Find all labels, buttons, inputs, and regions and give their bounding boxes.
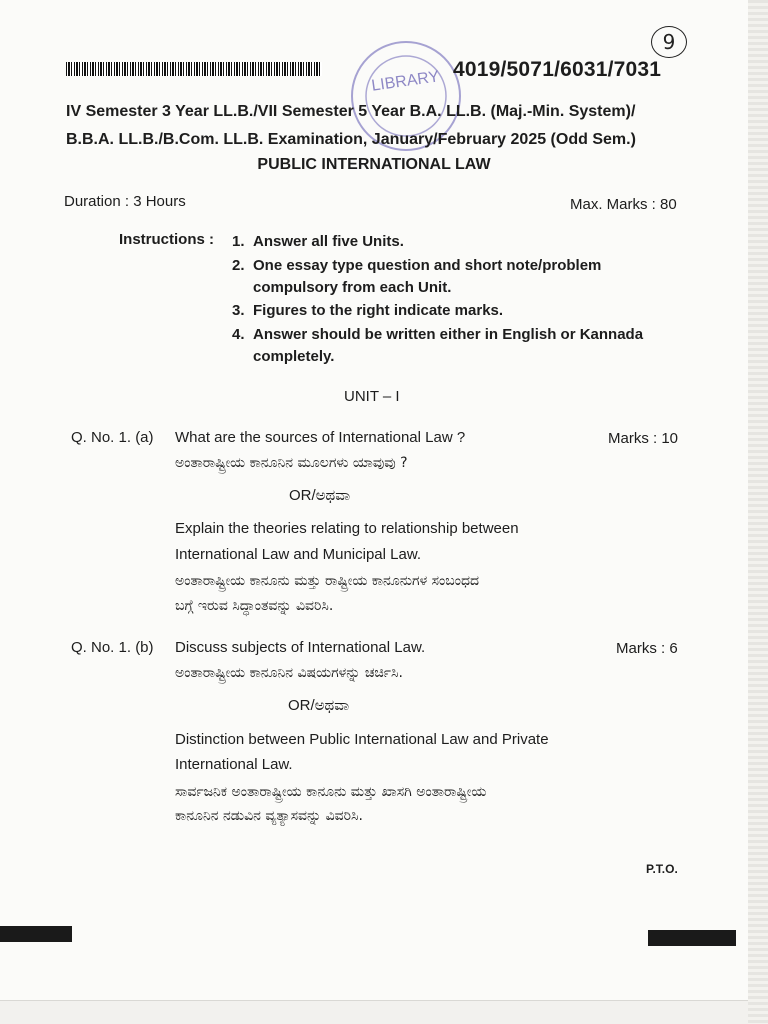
q1a-alt-kannada-2: ಬಗ್ಗೆ ಇರುವ ಸಿದ್ಧಾಂತವನ್ನು ವಿವರಿಸಿ. (175, 598, 334, 614)
duration: Duration : 3 Hours (64, 193, 186, 210)
instruction-4-text: Answer should be written either in English or Kannada (253, 326, 644, 343)
scanner-edge (748, 0, 768, 1024)
subject-title: PUBLIC INTERNATIONAL LAW (257, 156, 491, 173)
q1b-question: Discuss subjects of International Law. (175, 639, 426, 656)
q1b-kannada: ಅಂತಾರಾಷ್ಟ್ರೀಯ ಕಾನೂನಿನ ವಿಷಯಗಳನ್ನು ಚರ್ಚಿಸಿ. (175, 665, 403, 681)
registration-mark-right (648, 930, 736, 946)
q1a-or: OR/ಅಥವಾ (289, 487, 351, 504)
q1a-marks: Marks : 10 (608, 430, 679, 447)
instruction-3-num: 3. (232, 302, 245, 319)
instruction-2-num: 2. (232, 257, 245, 274)
max-marks: Max. Marks : 80 (570, 196, 677, 213)
instruction-4-num: 4. (232, 326, 245, 343)
registration-mark-left (0, 926, 72, 942)
exam-header-line-1: IV Semester 3 Year LL.B./VII Semester 5 Year B.A. LL.B. (Maj.-Min. System)/ (66, 103, 636, 120)
q1b-marks: Marks : 6 (616, 640, 678, 657)
paper-code: 4019/5071/6031/7031 (453, 58, 662, 81)
pto-label: P.T.O. (646, 862, 678, 876)
q1b-alt-line-1: Distinction between Public International Law and Private (175, 731, 549, 748)
instructions-label: Instructions : (119, 231, 215, 248)
page-number-circle: 9 (651, 26, 687, 58)
instruction-2-text-cont: compulsory from each Unit. (253, 279, 452, 296)
q1b-label: Q. No. 1. (b) (71, 639, 154, 656)
unit-title: UNIT – I (344, 388, 400, 405)
q1b-or: OR/ಅಥವಾ (288, 697, 350, 714)
q1a-question: What are the sources of International Law ? (175, 429, 466, 446)
q1a-label: Q. No. 1. (a) (71, 429, 154, 446)
barcode (66, 62, 322, 76)
q1a-kannada: ಅಂತಾರಾಷ್ಟ್ರೀಯ ಕಾನೂನಿನ ಮೂಲಗಳು ಯಾವುವು ? (175, 455, 408, 471)
q1b-alt-kannada-2: ಕಾನೂನಿನ ನಡುವಿನ ವ್ಯತ್ಯಾಸವನ್ನು ವಿವರಿಸಿ. (175, 808, 363, 824)
q1a-alt-line-2: International Law and Municipal Law. (175, 546, 421, 563)
instruction-4-text-cont: completely. (253, 348, 335, 365)
stamp-text: LIBRARY (370, 68, 441, 95)
instruction-3-text: Figures to the right indicate marks. (253, 302, 504, 319)
q1a-alt-line-1: Explain the theories relating to relationship between (175, 520, 519, 537)
exam-header-line-2: B.B.A. LL.B./B.Com. LL.B. Examination, January/February 2025 (Odd Sem.) (66, 131, 636, 148)
instruction-1-num: 1. (232, 233, 245, 250)
instruction-2-text: One essay type question and short note/problem (253, 257, 602, 274)
q1b-alt-kannada-1: ಸಾರ್ವಜನಿಕ ಅಂತಾರಾಷ್ಟ್ರೀಯ ಕಾನೂನು ಮತ್ತು ಖಾಸಗಿ ಅಂತಾರಾಷ್ಟ್ರೀಯ (175, 784, 487, 800)
instruction-1-text: Answer all five Units. (253, 233, 404, 250)
q1b-alt-line-2: International Law. (175, 756, 293, 773)
q1a-alt-kannada-1: ಅಂತಾರಾಷ್ಟ್ರೀಯ ಕಾನೂನು ಮತ್ತು ರಾಷ್ಟ್ರೀಯ ಕಾನೂನುಗಳ ಸಂಬಂಧದ (175, 573, 480, 589)
